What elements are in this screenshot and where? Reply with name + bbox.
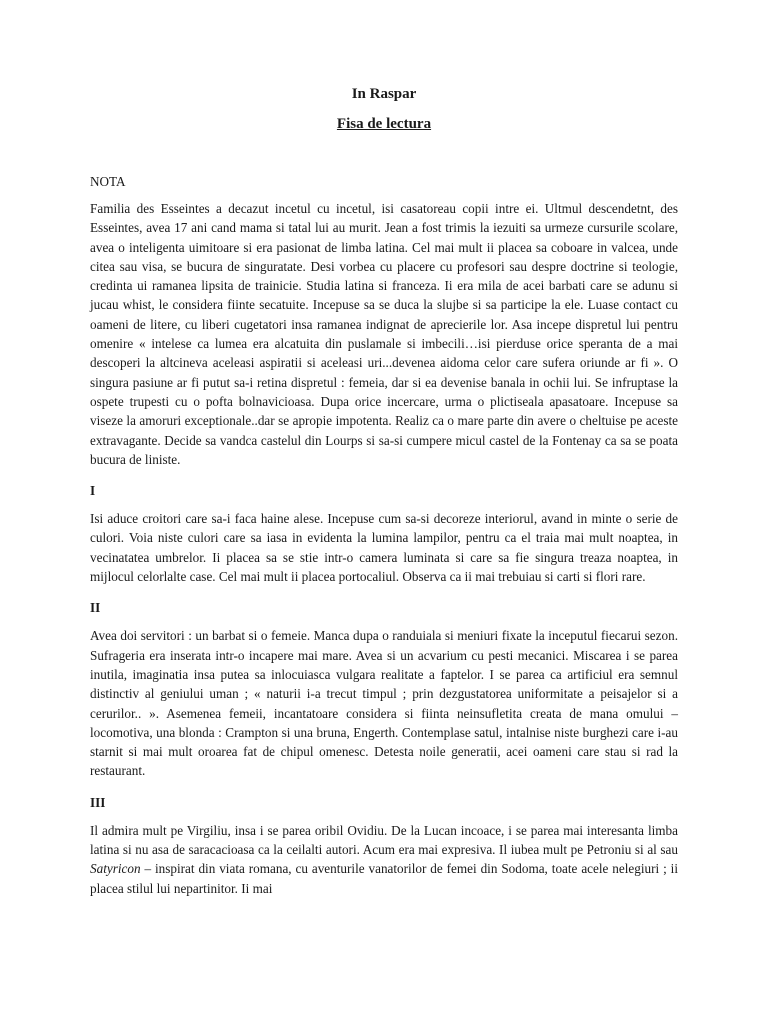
note-paragraph: Familia des Esseintes a decazut incetul cu incetul, isi casatoreau copii intre ei. Ultmul descendetnt, des Esseintes, avea 17 ani cand mama si tatal lui au murit. Jean a fost trimis la iezuiti sa urmeze cursurile scolare, avea o inteligenta uimitoare si era pasionat de limba latina. Cel mai mult ii placea sa coboare in valcea, unde citea sau visa, se bucura de singuratate. Desi vorbea cu placere cu profesori sau despre doctrine si teologie, credinta ui ramanea lipsita de trainicie. Studia latina si franceza. Ii era mila de acei barbati care se adunu si jucau whist, le considera fiinte secatuite. Incepuse sa se duca la slujbe si sa participe la ele. Luase contact cu oameni de litere, cu liberi cugetatori insa ramanea indignat de aprecierile lor. Asa incepe dispretul lui pentru omenire « intelese ca lumea era alcatuita din puslamale si imbecili…isi pierduse orice speranta de a mai descoperi la altcineva aceleasi aspiratii si aceleasi uri...devenea aidoma celor care sufera oriunde ar fi ». O singura pasiune ar fi putut sa-i retina dispretul : femeia, dar si ea devenise banala in ochii lui. Se infruptase la ospete trupesti cu o pofta bolnavicioasa. Dupa orice incercare, urma o plictiseala apasatoare. Incepuse sa viseze la amoruri exceptionale..dar se apropie impotenta. Realiz ca o mare parte din avere o cheltuise pe aceste extravagante. Decide sa vandca castelul din Lourps si sa-si cumpere micul castel de la Fontenay ca sa se poata bucura de liniste. — [90, 201, 678, 467]
section-paragraph-2: Avea doi servitori : un barbat si o femeie. Manca dupa o randuiala si meniuri fixate la inceputul fiecarui sezon. Sufrageria era inserata intr-o incapere mai mare. Avea si un acvarium cu pesti mecanici. Miscarea i se parea inutila, imaginatia insa putea sa inlocuiasca vulgara realitate a faptelor. I se parea ca artificiul era semnul distinctiv al geniului uman ; « naturii i-a trecut timpul ; prin dezgustatorea uniformitate a peisajelor si a cerurilor.. ». Asemenea femeii, incantatoare considera si fiinta neinsufletita creata de mana omului – locomotiva, una blonda : Crampton si una bruna, Engerth. Contemplase satul, intalnise niste burghezi care i-au starnit si mai mult oroarea fat de chipul omenesc. Detesta noile generatii, acei oameni care stau si rad la restaurant. — [90, 628, 678, 779]
section-paragraph-1: Isi aduce croitori care sa-i faca haine alese. Incepuse cum sa-si decoreze interiorul, avand in minte o serie de culori. Voia niste culori care sa iasa in evidenta la lumina lampilor, pentru ca el traia mai mult noaptea, in vecinatatea umbrelor. Ii placea sa se stie intr-o camera luminata si care sa fie singura treaza noaptea, in mijlocul celorlalte case. Cel mai mult ii placea portocaliul. Observa ca ii mai trebuiau si carti si flori rare. — [90, 511, 678, 585]
document-subtitle: Fisa de lectura — [336, 116, 432, 132]
section-paragraph-3 — [90, 821, 678, 898]
document-title: In Raspar — [351, 86, 417, 102]
section-heading-1: I — [90, 483, 96, 499]
section-heading-3: III — [90, 794, 106, 810]
section-3-italic-title: Satyricon — [90, 861, 141, 877]
section-3-text-after: – inspirat din viata romana, cu aventurile vanatorilor de femei din Sodoma, toate acele nelegiuri ; ii placea stilul lui nepartinitor. Ii mai — [90, 861, 678, 896]
document-page — [90, 84, 678, 910]
section-3-text-before: Il admira mult pe Virgiliu, insa i se parea oribil Ovidiu. De la Lucan incoace, i se parea mai interesanta limba latina si nu asa de saracacioasa ca la ceilalti autori. Acum era mai expresiva. Il iubea mult pe Petroniu si al sau — [90, 822, 678, 858]
section-heading-2: II — [90, 600, 101, 616]
note-label: NOTA — [90, 174, 126, 189]
